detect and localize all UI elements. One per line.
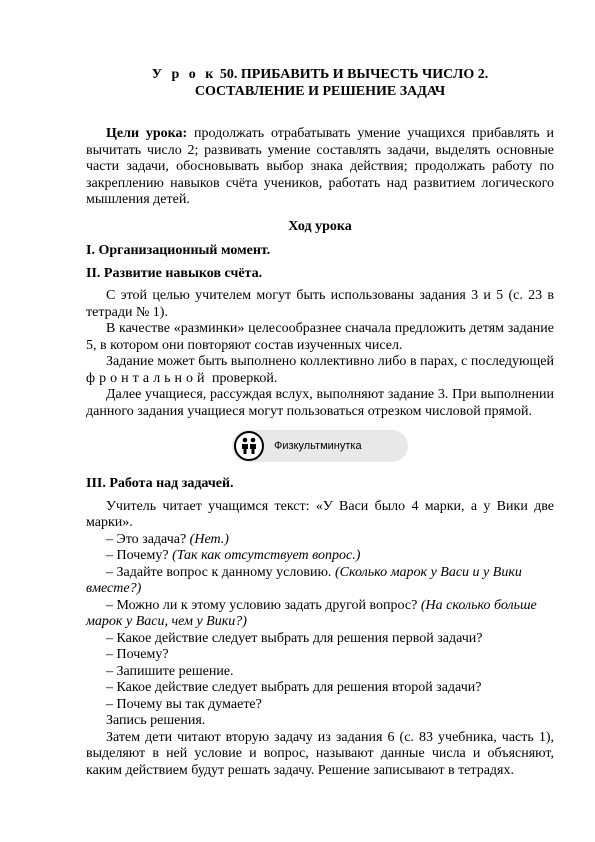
two-people-icon	[234, 431, 264, 461]
dialogue-line	[86, 664, 554, 681]
goals-label: Цели урока:	[106, 126, 188, 141]
dialogue-line	[86, 647, 554, 664]
dialogue-answer: (Так как отсутствует вопрос.)	[172, 548, 361, 563]
section-2-paragraph-2: В качестве «разминки» целесообразнее сначала предложить детям задание 5, в котором они повторяют состав изученных чисел.	[86, 321, 554, 353]
dialogue-question: – Почему вы так думаете?	[106, 696, 262, 712]
section-2-paragraph-1: С этой целью учителем могут быть использованы задания 3 и 5 (с. 23 в тетради № 1).	[86, 288, 554, 320]
paragraph-3-text-a: Задание может быть выполнено коллективно либо в парах, с последующей	[106, 354, 554, 369]
section-1-heading: I. Организационный момент.	[86, 243, 271, 258]
dialogue-line	[86, 713, 554, 730]
dialogue-question: – Какое действие следует выбрать для решения второй задачи?	[106, 680, 482, 695]
dialogue-answer: (Сколько марок у Васи и у Вики вместе?)	[86, 564, 522, 596]
dialogue-answer: (Нет.)	[189, 531, 229, 547]
dialogue-answer: (На сколько больше марок у Васи, чем у Вики?)	[86, 597, 537, 629]
section-3-final-paragraph: Затем дети читают вторую задачу из задания 6 (с. 83 учебника, часть 1), выделяют в ней условие и вопрос, называют данные числа и объясняют, каким действием будут решать задачу. Решение записывают в тетрадях.	[86, 729, 554, 778]
lesson-title-text: 50. ПРИБАВИТЬ И ВЫЧЕСТЬ ЧИСЛО 2.	[216, 67, 489, 82]
dialogue-line	[86, 631, 554, 648]
physical-break-label: Физкультминутка	[274, 439, 362, 452]
section-3-heading: III. Работа над задачей.	[86, 476, 234, 491]
dialogue-question: Запись решения.	[106, 713, 206, 728]
dialogue-line	[86, 697, 554, 714]
dialogue-question: – Можно ли к этому условию задать другой вопрос?	[106, 597, 421, 613]
dialogue-line	[86, 598, 554, 631]
dialogue-list	[86, 532, 554, 730]
goals-text: продолжать отрабатывать умение учащихся прибавлять и вычитать число 2; развивать умение составлять задачи, выделять основные части задачи, обосновывать выбор знака действия; продолжать работу по закреплению навыков счёта учеников, работать над развитием логического мышления детей.	[86, 126, 555, 207]
lesson-title-line1	[86, 66, 554, 83]
physical-break-banner	[232, 430, 408, 462]
dialogue-question: – Почему?	[106, 548, 173, 563]
dialogue-line	[86, 680, 554, 697]
dialogue-question: – Запишите решение.	[106, 663, 234, 679]
section-2-heading: II. Развитие навыков счёта.	[86, 265, 263, 281]
dialogue-question: – Почему?	[106, 647, 169, 662]
dialogue-line	[86, 548, 554, 565]
section-2-paragraph-3	[86, 354, 554, 387]
dialogue-line	[86, 532, 554, 549]
section-2-paragraph-4: Далее учащиеся, рассуждая вслух, выполняют задание 3. При выполнении данного задания учащиеся могут пользоваться отрезком числовой прямой.	[86, 387, 554, 419]
dialogue-question: – Какое действие следует выбрать для решения первой задачи?	[106, 630, 483, 646]
lesson-word: У р о к	[151, 67, 217, 82]
lesson-goals	[86, 126, 554, 209]
paragraph-3-spaced-word: фронтальной	[86, 370, 209, 386]
lesson-page	[86, 66, 554, 779]
dialogue-line	[86, 565, 554, 598]
lesson-title-line2: СОСТАВЛЕНИЕ И РЕШЕНИЕ ЗАДАЧ	[194, 84, 446, 99]
course-heading: Ход урока	[288, 218, 352, 234]
paragraph-3-text-b: проверкой.	[208, 370, 278, 386]
section-3-intro: Учитель читает учащимся текст: «У Васи было 4 марки, а у Вики две марки».	[86, 498, 554, 530]
dialogue-question: – Это задача?	[106, 531, 190, 547]
dialogue-question: – Задайте вопрос к данному условию.	[106, 564, 335, 580]
